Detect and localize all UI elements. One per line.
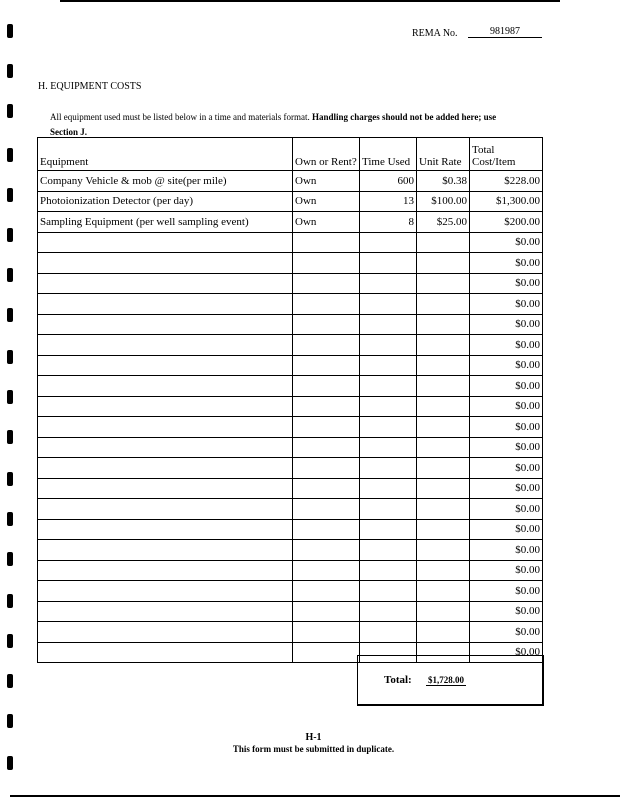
cell-own-or-rent [293,314,360,335]
table-row [38,355,543,376]
rema-label: REMA No. [412,28,458,39]
cell-own-or-rent [293,478,360,499]
bottom-edge-line [10,795,620,797]
cell-equipment [38,458,293,479]
instructions-text: All equipment used must be listed below in a time and materials format. [50,112,310,122]
cell-own-or-rent [293,540,360,561]
table-row [38,396,543,417]
cell-unit-rate [417,458,470,479]
table-row [38,314,543,335]
cell-own-or-rent [293,642,360,663]
cell-unit-rate [417,253,470,274]
top-edge-line [60,0,560,2]
cell-total-cost: $0.00 [470,499,543,520]
cell-own-or-rent: Own [293,191,360,212]
table-row [38,212,543,233]
cell-total-cost: $0.00 [470,437,543,458]
cell-unit-rate [417,478,470,499]
cell-own-or-rent [293,273,360,294]
cell-time-used [360,622,417,643]
header-unit-rate: Unit Rate [417,138,470,171]
cell-unit-rate [417,601,470,622]
cell-unit-rate [417,273,470,294]
cell-time-used [360,294,417,315]
punch-hole-mark [7,188,13,202]
table-row [38,560,543,581]
cell-time-used [360,417,417,438]
cell-equipment [38,396,293,417]
cell-total-cost: $228.00 [470,171,543,192]
cell-equipment [38,519,293,540]
table-row [38,171,543,192]
header-time-used: Time Used [360,138,417,171]
cell-time-used [360,437,417,458]
total-value: $1,728.00 [428,675,464,685]
punch-hole-mark [7,472,13,486]
cell-total-cost: $0.00 [470,335,543,356]
instructions-bold-text: Handling charges should not be added here; use Section J. [50,112,497,137]
cell-unit-rate [417,314,470,335]
cell-own-or-rent [293,458,360,479]
equipment-table [37,137,543,663]
cell-time-used [360,355,417,376]
table-row [38,540,543,561]
cell-equipment: Sampling Equipment (per well sampling event) [38,212,293,233]
cell-own-or-rent [293,560,360,581]
cell-total-cost: $0.00 [470,294,543,315]
cell-total-cost: $0.00 [470,540,543,561]
cell-time-used [360,540,417,561]
cell-time-used [360,519,417,540]
table-row [38,273,543,294]
cell-unit-rate [417,232,470,253]
cell-equipment [38,478,293,499]
cell-equipment [38,437,293,458]
punch-hole-mark [7,24,13,38]
cell-total-cost: $1,300.00 [470,191,543,212]
punch-hole-mark [7,512,13,526]
table-row [38,253,543,274]
cell-total-cost: $0.00 [470,581,543,602]
cell-own-or-rent [293,396,360,417]
punch-hole-mark [7,228,13,242]
cell-unit-rate [417,519,470,540]
punch-hole-mark [7,594,13,608]
cell-equipment [38,581,293,602]
cell-total-cost: $0.00 [470,519,543,540]
cell-equipment: Company Vehicle & mob @ site(per mile) [38,171,293,192]
cell-total-cost: $0.00 [470,417,543,438]
cell-own-or-rent [293,437,360,458]
table-row [38,335,543,356]
punch-hole-mark [7,552,13,566]
cell-own-or-rent [293,232,360,253]
table-header-row [38,138,543,171]
cell-total-cost: $0.00 [470,396,543,417]
rema-number: 981987 [468,26,542,38]
table-row [38,601,543,622]
table-row [38,499,543,520]
cell-unit-rate [417,622,470,643]
cell-time-used [360,478,417,499]
cell-unit-rate [417,294,470,315]
cell-time-used [360,376,417,397]
table-row [38,519,543,540]
table-row [38,581,543,602]
cell-unit-rate [417,396,470,417]
header-equipment: Equipment [38,138,293,171]
footer-note: This form must be submitted in duplicate. [232,744,395,754]
cell-time-used [360,601,417,622]
cell-time-used [360,273,417,294]
cell-unit-rate [417,376,470,397]
punch-hole-mark [7,350,13,364]
cell-unit-rate [417,540,470,561]
cell-time-used [360,232,417,253]
cell-own-or-rent [293,601,360,622]
cell-own-or-rent [293,253,360,274]
cell-own-or-rent: Own [293,171,360,192]
cell-time-used [360,253,417,274]
cell-unit-rate [417,417,470,438]
header-total-cost: Total Cost/Item [470,138,543,171]
cell-total-cost: $0.00 [470,601,543,622]
cell-time-used [360,581,417,602]
punch-hole-mark [7,674,13,688]
cell-equipment [38,355,293,376]
table-row [38,191,543,212]
cell-own-or-rent [293,622,360,643]
table-row [38,437,543,458]
cell-equipment [38,376,293,397]
cell-equipment [38,642,293,663]
punch-hole-mark [7,714,13,728]
cell-equipment [38,294,293,315]
cell-equipment [38,622,293,643]
cell-total-cost: $0.00 [470,458,543,479]
cell-own-or-rent [293,376,360,397]
cell-unit-rate: $100.00 [417,191,470,212]
table-row [38,458,543,479]
cell-equipment [38,601,293,622]
cell-unit-rate: $25.00 [417,212,470,233]
cell-time-used [360,499,417,520]
cell-total-cost: $0.00 [470,232,543,253]
header-own-or-rent: Own or Rent? [293,138,360,171]
cell-equipment [38,253,293,274]
cell-equipment [38,417,293,438]
cell-equipment [38,314,293,335]
cell-total-cost: $0.00 [470,642,543,663]
cell-unit-rate [417,560,470,581]
cell-time-used [360,314,417,335]
cell-unit-rate [417,335,470,356]
cell-time-used: 8 [360,212,417,233]
cell-total-cost: $200.00 [470,212,543,233]
cell-total-cost: $0.00 [470,376,543,397]
cell-own-or-rent [293,499,360,520]
table-row [38,294,543,315]
cell-time-used [360,335,417,356]
cell-unit-rate [417,581,470,602]
cell-total-cost: $0.00 [470,253,543,274]
cell-equipment [38,560,293,581]
cell-own-or-rent [293,355,360,376]
punch-hole-mark [7,148,13,162]
cell-total-cost: $0.00 [470,560,543,581]
cell-total-cost: $0.00 [470,478,543,499]
punch-hole-mark [7,64,13,78]
page-number: H-1 [305,732,322,743]
cell-own-or-rent: Own [293,212,360,233]
cell-time-used [360,458,417,479]
cell-equipment [38,540,293,561]
instructions [50,110,510,140]
total-box [357,655,544,706]
cell-unit-rate [417,499,470,520]
table-row [38,478,543,499]
cell-equipment [38,335,293,356]
cell-equipment: Photoionization Detector (per day) [38,191,293,212]
cell-equipment [38,273,293,294]
cell-equipment [38,499,293,520]
cell-total-cost: $0.00 [470,355,543,376]
cell-time-used: 13 [360,191,417,212]
table-row [38,417,543,438]
punch-hole-mark [7,430,13,444]
table-row [38,622,543,643]
cell-total-cost: $0.00 [470,273,543,294]
cell-total-cost: $0.00 [470,314,543,335]
cell-time-used [360,560,417,581]
cell-time-used: 600 [360,171,417,192]
cell-unit-rate [417,437,470,458]
total-label: Total: [384,674,412,686]
punch-hole-mark [7,308,13,322]
punch-hole-mark [7,268,13,282]
cell-time-used [360,396,417,417]
cell-unit-rate: $0.38 [417,171,470,192]
cell-own-or-rent [293,581,360,602]
cell-own-or-rent [293,417,360,438]
punch-hole-mark [7,634,13,648]
cell-unit-rate [417,355,470,376]
table-row [38,232,543,253]
cell-total-cost: $0.00 [470,622,543,643]
table-row [38,376,543,397]
cell-own-or-rent [293,294,360,315]
punch-hole-mark [7,390,13,404]
punch-hole-mark [7,104,13,118]
cell-equipment [38,232,293,253]
section-title: H. EQUIPMENT COSTS [38,81,142,92]
punch-hole-mark [7,756,13,770]
cell-own-or-rent [293,519,360,540]
cell-own-or-rent [293,335,360,356]
